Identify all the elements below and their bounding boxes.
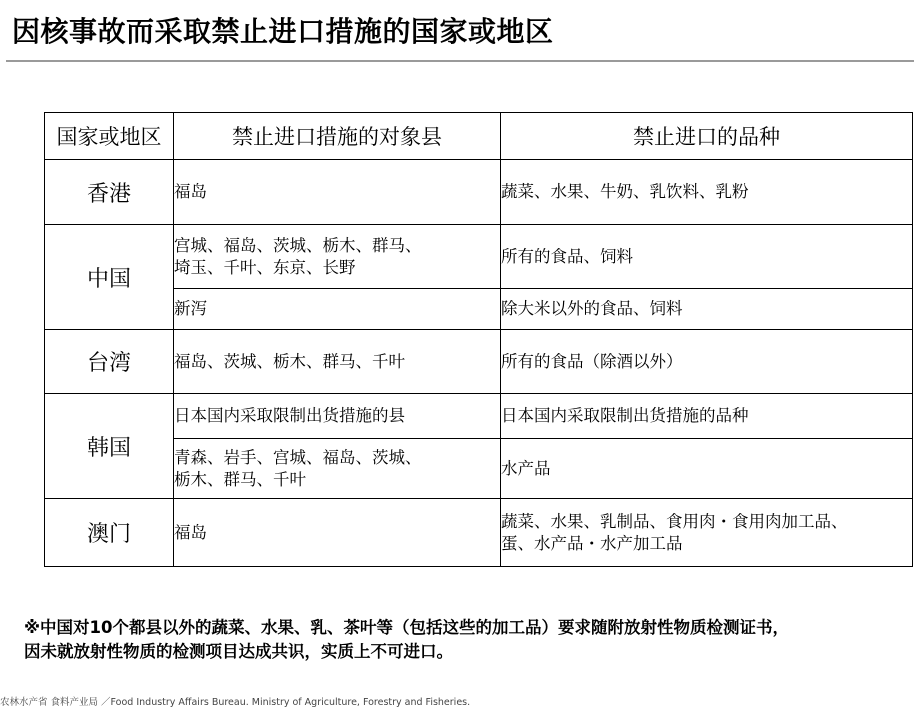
table-row — [45, 289, 913, 330]
country-china: 中国 — [45, 225, 174, 330]
header-items: 禁止进口的品种 — [501, 113, 913, 160]
country-hongkong: 香港 — [45, 160, 174, 225]
import-ban-table — [44, 112, 913, 567]
footnote — [24, 616, 914, 664]
cell-line: 新泻 — [174, 299, 207, 318]
cell-line: 宫城、福岛、茨城、栃木、群马、 — [174, 235, 422, 255]
prefectures-cell — [174, 289, 501, 330]
footnote-line: 因未就放射性物质的检测项目达成共识，实质上不可进口。 — [24, 642, 453, 661]
prefectures-cell — [174, 330, 501, 394]
cell-line: 所有的食品、饲料 — [501, 246, 633, 266]
prefectures-cell — [174, 160, 501, 225]
table-row — [45, 394, 913, 439]
cell-line: 蔬菜、水果、乳制品、食用肉・食用肉加工品、 — [501, 511, 848, 531]
table-row — [45, 225, 913, 289]
cell-line: 福岛、茨城、栃木、群马、千叶 — [174, 351, 405, 371]
country-taiwan: 台湾 — [45, 330, 174, 394]
source-credit: 农林水产省 食料产业局 ／Food Industry Affairs Bureau. Ministry of Agriculture, Forestry and Fisheries. — [0, 697, 471, 708]
cell-line: 日本国内采取限制出货措施的县 — [174, 406, 405, 425]
cell-line: 日本国内采取限制出货措施的品种 — [501, 406, 749, 425]
table-header-row — [45, 113, 913, 160]
items-cell — [501, 330, 913, 394]
page-title: 因核事故而采取禁止进口措施的国家或地区 — [12, 15, 554, 48]
cell-line: 福岛 — [174, 522, 207, 542]
header-prefectures: 禁止进口措施的对象县 — [174, 113, 501, 160]
cell-line: 蔬菜、水果、牛奶、乳饮料、乳粉 — [501, 182, 749, 201]
country-macau: 澳门 — [45, 499, 174, 567]
items-cell — [501, 394, 913, 439]
prefectures-cell — [174, 394, 501, 439]
items-cell — [501, 225, 913, 289]
items-cell — [501, 289, 913, 330]
table-row — [45, 499, 913, 567]
cell-line: 福岛 — [174, 182, 207, 201]
table-row — [45, 439, 913, 499]
country-korea: 韩国 — [45, 394, 174, 499]
cell-line: 埼玉、千叶、东京、长野 — [174, 257, 356, 277]
footnote-line: ※中国对10个都县以外的蔬菜、水果、乳、茶叶等（包括这些的加工品）要求随附放射性物质检测证书， — [24, 618, 790, 637]
cell-line: 所有的食品（除酒以外） — [501, 351, 683, 371]
cell-line: 水产品 — [501, 458, 551, 478]
cell-line: 青森、岩手、宫城、福岛、茨城、 — [174, 447, 422, 467]
prefectures-cell — [174, 499, 501, 567]
header-country: 国家或地区 — [45, 113, 174, 160]
prefectures-cell — [174, 225, 501, 289]
items-cell — [501, 499, 913, 567]
cell-line: 蛋、水产品・水产加工品 — [501, 533, 683, 553]
cell-line: 栃木、群马、千叶 — [174, 469, 306, 489]
prefectures-cell — [174, 439, 501, 499]
items-cell — [501, 160, 913, 225]
title-divider — [6, 60, 914, 62]
table-row — [45, 330, 913, 394]
cell-line: 除大米以外的食品、饲料 — [501, 299, 683, 318]
items-cell — [501, 439, 913, 499]
table-row — [45, 160, 913, 225]
